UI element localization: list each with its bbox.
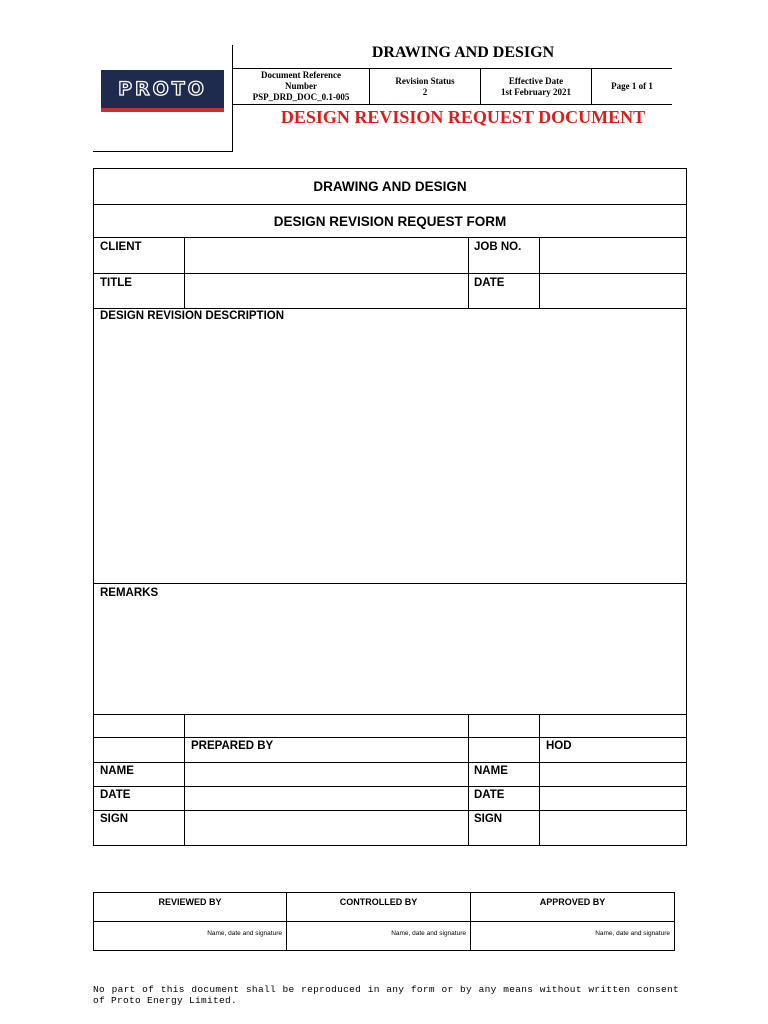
date-field[interactable] <box>540 274 686 308</box>
signoff-table <box>93 892 675 951</box>
document-reference-label-1: Document Reference <box>260 70 342 80</box>
document-meta-table <box>233 68 672 105</box>
form-title: DESIGN REVISION REQUEST FORM <box>273 214 507 229</box>
hod-sign-field[interactable] <box>540 811 686 845</box>
form-divider <box>94 204 686 205</box>
approved-by-heading: APPROVED BY <box>539 897 606 907</box>
document-reference-label-2: Number <box>285 81 317 91</box>
header-divider-horizontal <box>93 151 233 152</box>
job-no-label: JOB NO. <box>474 241 522 253</box>
revision-status-value: 2 <box>422 86 428 97</box>
page-number: Page 1 of 1 <box>611 81 653 91</box>
controlled-by-field[interactable] <box>287 922 470 950</box>
department-heading: DRAWING AND DESIGN <box>371 44 555 61</box>
effective-date-value: 1st February 2021 <box>501 86 571 97</box>
proto-logo <box>101 70 224 112</box>
document-reference-value: PSP_DRD_DOC_0.1-005 <box>252 92 350 102</box>
controlled-by-heading: CONTROLLED BY <box>339 897 418 907</box>
effective-date-label: Effective Date <box>508 75 564 86</box>
prepared-by-sign-field[interactable] <box>185 811 468 845</box>
form-divider <box>94 714 686 715</box>
description-label: DESIGN REVISION DESCRIPTION <box>100 310 285 322</box>
prepared-by-label: PREPARED BY <box>191 740 274 752</box>
effective-date-cell <box>481 69 592 105</box>
reviewed-by-hint: Name, date and signature <box>207 930 282 937</box>
reviewed-by-heading: REVIEWED BY <box>158 897 222 907</box>
client-field[interactable] <box>185 238 468 273</box>
prepared-by-name-field[interactable] <box>185 763 468 786</box>
form-column-divider <box>468 237 469 309</box>
page-number-cell <box>592 69 673 105</box>
form-divider <box>94 583 686 584</box>
approved-by-hint: Name, date and signature <box>595 930 670 937</box>
document-reference-cell <box>233 69 370 105</box>
prepared-by-date-field[interactable] <box>185 787 468 810</box>
date-label: DATE <box>474 277 505 289</box>
name-label-left: NAME <box>100 765 134 777</box>
name-label-right: NAME <box>474 765 508 777</box>
description-field[interactable] <box>95 327 685 582</box>
controlled-by-hint: Name, date and signature <box>391 930 466 937</box>
revision-status-cell <box>370 69 481 105</box>
logo-text: PROTO <box>118 78 207 100</box>
sign-label-left: SIGN <box>100 813 129 825</box>
client-label: CLIENT <box>100 241 142 253</box>
hod-label: HOD <box>546 740 572 752</box>
title-field[interactable] <box>185 274 468 308</box>
form-column-divider <box>468 714 469 846</box>
hod-date-field[interactable] <box>540 787 686 810</box>
revision-status-label: Revision Status <box>395 75 455 86</box>
copyright-notice: No part of this document shall be reproduced in any form or by any means without written consent of Proto Energy Limited. <box>93 984 679 1006</box>
job-no-field[interactable] <box>540 238 686 273</box>
reviewed-by-field[interactable] <box>94 922 286 950</box>
sign-label-right: SIGN <box>474 813 503 825</box>
remarks-label: REMARKS <box>100 587 159 599</box>
design-revision-form <box>93 168 687 846</box>
date-label-left: DATE <box>100 789 131 801</box>
title-label: TITLE <box>100 277 132 289</box>
date-label-right: DATE <box>474 789 505 801</box>
document-title: DESIGN REVISION REQUEST DOCUMENT <box>280 107 646 127</box>
form-divider <box>94 308 686 309</box>
approved-by-field[interactable] <box>471 922 674 950</box>
form-section-title: DRAWING AND DESIGN <box>313 179 467 194</box>
remarks-field[interactable] <box>95 603 685 713</box>
hod-name-field[interactable] <box>540 763 686 786</box>
form-divider <box>94 737 686 738</box>
